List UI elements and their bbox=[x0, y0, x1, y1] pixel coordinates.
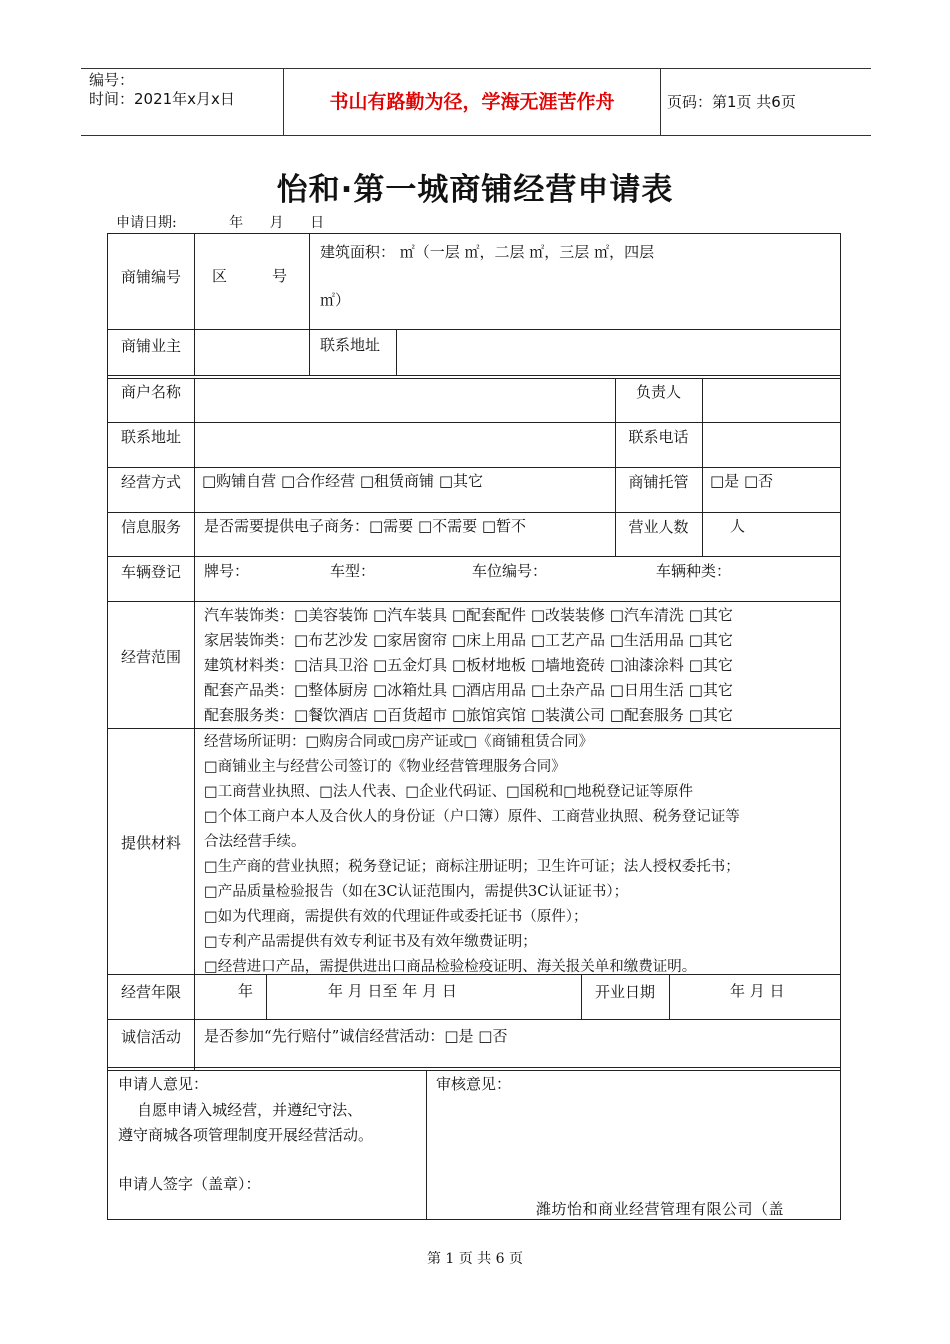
ecommerce-question[interactable]: 是否需要提供电子商务：□需要 □不需要 □暂不 bbox=[204, 517, 527, 535]
owner-label: 商铺业主 bbox=[120, 337, 181, 355]
company-name: 潍坊怡和商业经营管理有限公司（盖 bbox=[536, 1200, 785, 1218]
material-item[interactable]: □工商营业执照、□法人代表、□企业代码证、□国税和□地税登记证等原件 bbox=[204, 784, 693, 800]
scope-item[interactable]: 汽车装饰类：□美容装饰 □汽车装具 □配套配件 □改装装修 □汽车清洗 □其它 bbox=[204, 606, 733, 624]
materials-list bbox=[204, 730, 740, 980]
scope-item[interactable]: 家居装饰类：□布艺沙发 □家居窗帘 □床上用品 □工艺产品 □生活用品 □其它 bbox=[204, 631, 733, 649]
applicant-opinion-text2: 遵守商城各项管理制度开展经营活动。 bbox=[118, 1126, 374, 1144]
scope-list bbox=[204, 603, 733, 728]
building-area-line1: 建筑面积： ㎡（一层 ㎡，二层 ㎡，三层 ㎡，四层 bbox=[320, 243, 655, 261]
header-meta bbox=[81, 69, 283, 135]
applicant-signature: 申请人签字（盖章）： bbox=[118, 1175, 261, 1193]
scope-item[interactable]: 建筑材料类：□洁具卫浴 □五金灯具 □板材地板 □墙地瓷砖 □油漆涂料 □其它 bbox=[204, 656, 733, 674]
apply-date-year: 年 bbox=[229, 215, 244, 231]
mode-options[interactable]: □购铺自营 □合作经营 □租赁商铺 □其它 bbox=[202, 472, 483, 490]
review-opinion-label: 审核意见： bbox=[436, 1075, 512, 1093]
merchant-label: 商户名称 bbox=[120, 383, 181, 401]
materials-label: 提供材料 bbox=[120, 834, 181, 852]
integrity-question[interactable]: 是否参加“先行赔付”诚信经营活动：□是 □否 bbox=[204, 1027, 508, 1045]
person-in-charge-label: 负责人 bbox=[635, 383, 681, 401]
page-footer: 第 1 页 共 6 页 bbox=[426, 1251, 524, 1267]
scope-label: 经营范围 bbox=[120, 648, 181, 666]
phone-label: 联系电话 bbox=[628, 428, 689, 446]
material-item[interactable]: □商铺业主与经营公司签订的《物业经营管理服务合同》 bbox=[204, 759, 566, 775]
staff-label: 营业人数 bbox=[628, 518, 689, 536]
material-item[interactable]: □产品质量检验报告（如在3C认证范围内，需提供3C认证证书）； bbox=[204, 884, 629, 900]
apply-date-month: 月 bbox=[269, 215, 284, 231]
header-time: 时间：2021年x月x日 bbox=[89, 90, 235, 108]
apply-date-day: 日 bbox=[310, 215, 325, 231]
vehicle-label: 车辆登记 bbox=[120, 563, 181, 581]
trust-options[interactable]: □是 □否 bbox=[710, 472, 774, 490]
open-date-label: 开业日期 bbox=[594, 983, 655, 1001]
header-motto: 书山有路勤为径，学海无涯苦作舟 bbox=[283, 69, 661, 135]
scope-item[interactable]: 配套产品类：□整体厨房 □冰箱灶具 □酒店用品 □土杂产品 □日用生活 □其它 bbox=[204, 681, 733, 699]
header-number: 编号： bbox=[89, 71, 135, 89]
page-title: 怡和·第一城商铺经营申请表 bbox=[276, 172, 674, 208]
material-item[interactable]: 经营场所证明：□购房合同或□房产证或□《商铺租赁合同》 bbox=[204, 734, 594, 750]
material-item: 合法经营手续。 bbox=[204, 834, 306, 850]
address-label: 联系地址 bbox=[120, 428, 181, 446]
applicant-opinion-text1: 自愿申请入城经营，并遵纪守法、 bbox=[118, 1101, 363, 1119]
open-date-value: 年 月 日 bbox=[730, 982, 785, 1000]
shop-zone: 区 bbox=[212, 267, 228, 285]
mode-label: 经营方式 bbox=[120, 473, 181, 491]
shop-number-unit: 号 bbox=[272, 267, 288, 285]
scope-item[interactable]: 配套服务类：□餐饮酒店 □百货超市 □旅馆宾馆 □装潢公司 □配套服务 □其它 bbox=[204, 706, 733, 724]
vehicle-slot: 车位编号： bbox=[472, 562, 548, 580]
material-item[interactable]: □个体工商户本人及合伙人的身份证（户口簿）原件、工商营业执照、税务登记证等 bbox=[204, 809, 740, 825]
trust-label: 商铺托管 bbox=[628, 473, 689, 491]
apply-date bbox=[116, 212, 324, 232]
material-item[interactable]: □专利产品需提供有效专利证书及有效年缴费证明； bbox=[204, 934, 537, 950]
staff-unit: 人 bbox=[730, 517, 746, 535]
shop-no-label: 商铺编号 bbox=[120, 268, 181, 286]
vehicle-plate: 牌号： bbox=[204, 562, 250, 580]
integrity-label: 诚信活动 bbox=[120, 1028, 181, 1046]
application-form-table bbox=[107, 233, 841, 1220]
owner-address-label: 联系地址 bbox=[320, 336, 381, 354]
term-label: 经营年限 bbox=[120, 983, 181, 1001]
material-item[interactable]: □生产商的营业执照；税务登记证；商标注册证明；卫生许可证；法人授权委托书； bbox=[204, 859, 740, 875]
info-label: 信息服务 bbox=[120, 518, 181, 536]
building-area-line2: ㎡） bbox=[320, 291, 351, 309]
term-years: 年 bbox=[238, 982, 254, 1000]
term-period: 年 月 日至 年 月 日 bbox=[328, 982, 457, 1000]
vehicle-kind: 车辆种类： bbox=[656, 562, 732, 580]
material-item[interactable]: □如为代理商，需提供有效的代理证件或委托证书（原件）； bbox=[204, 909, 588, 925]
material-item[interactable]: □经营进口产品，需提供进出口商品检验检疫证明、海关报关单和缴费证明。 bbox=[204, 959, 697, 975]
applicant-opinion-label: 申请人意见： bbox=[118, 1075, 209, 1093]
header-page: 页码：第1页 共6页 bbox=[667, 93, 796, 111]
page-header bbox=[81, 68, 871, 136]
vehicle-model: 车型： bbox=[330, 562, 376, 580]
apply-date-label: 申请日期: bbox=[116, 215, 177, 231]
